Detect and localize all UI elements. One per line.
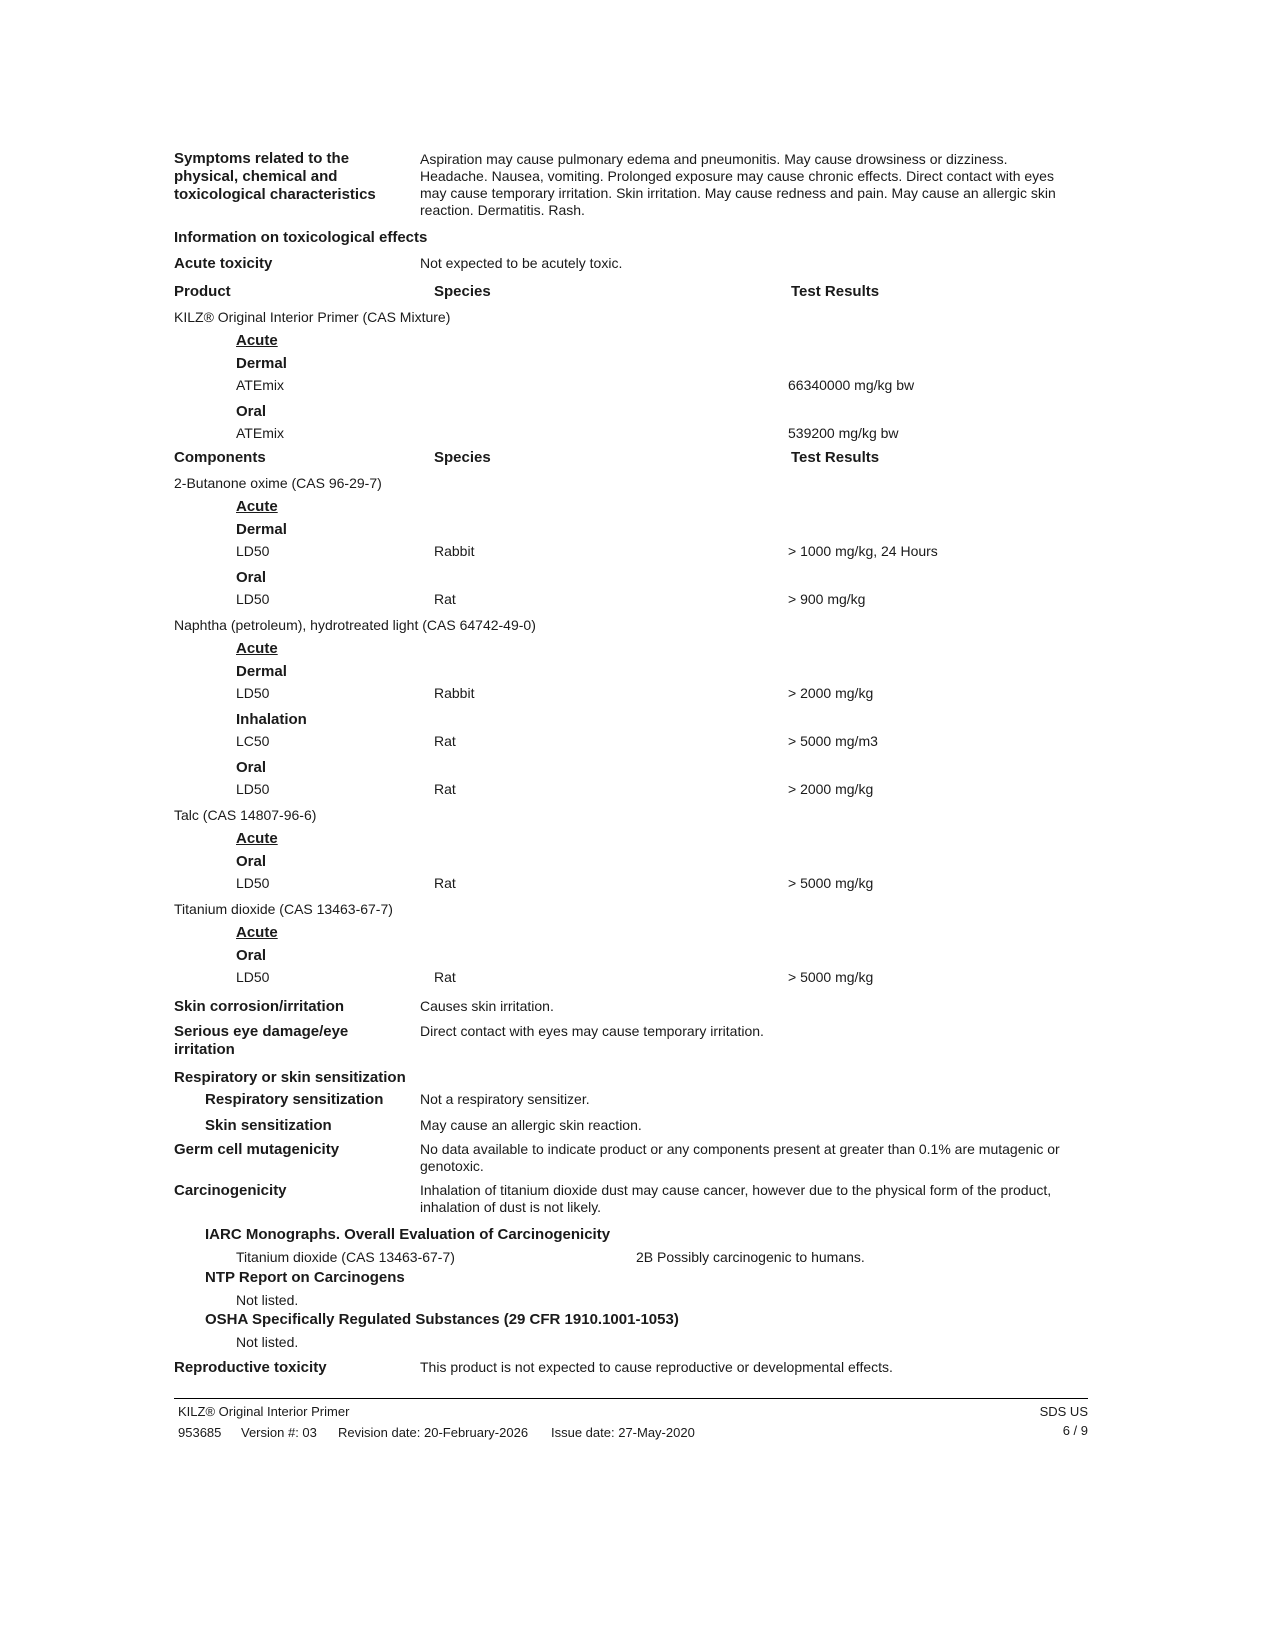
- butanone-oral-species: Rat: [434, 591, 456, 607]
- test-results-header: Test Results: [791, 283, 880, 300]
- symptoms-label: Symptoms related to the physical, chemical and toxicological characteristics: [174, 150, 376, 203]
- naphtha-oral-species: Rat: [434, 781, 456, 797]
- talc-oral-species: Rat: [434, 875, 456, 891]
- product-name: KILZ® Original Interior Primer (CAS Mixture): [174, 309, 451, 325]
- ntp-value: Not listed.: [236, 1292, 299, 1308]
- naphtha-inhalation-species: Rat: [434, 733, 456, 749]
- naphtha-dermal-result: > 2000 mg/kg: [788, 685, 874, 701]
- talc-name: Talc (CAS 14807-96-6): [174, 807, 317, 823]
- reproductive-text: This product is not expected to cause reproductive or developmental effects.: [420, 1359, 893, 1375]
- naphtha-inhalation-result: > 5000 mg/m3: [788, 733, 878, 749]
- respiratory-sensitization-text: Not a respiratory sensitizer.: [420, 1091, 590, 1107]
- carcinogenicity-label: Carcinogenicity: [174, 1182, 287, 1199]
- germ-cell-text: No data available to indicate product or any components present at greater than 0.1% are mutagenic or genotoxic.: [420, 1141, 1060, 1174]
- titanium-acute: Acute: [236, 924, 278, 941]
- product-oral-test: ATEmix: [236, 425, 284, 441]
- naphtha-inhalation: Inhalation: [236, 711, 307, 728]
- talc-oral-test: LD50: [236, 875, 270, 891]
- naphtha-oral-test: LD50: [236, 781, 270, 797]
- footer-page-number: 6 / 9: [1062, 1423, 1088, 1438]
- iarc-value: 2B Possibly carcinogenic to humans.: [636, 1249, 865, 1265]
- titanium-name: Titanium dioxide (CAS 13463-67-7): [174, 901, 393, 917]
- product-dermal-test: ATEmix: [236, 377, 284, 393]
- product-header: Product: [174, 283, 231, 300]
- naphtha-oral-result: > 2000 mg/kg: [788, 781, 874, 797]
- reproductive-label: Reproductive toxicity: [174, 1359, 327, 1376]
- naphtha-dermal: Dermal: [236, 663, 287, 680]
- components-species-header: Species: [434, 449, 491, 466]
- skin-sensitization-label: Skin sensitization: [205, 1117, 332, 1134]
- acute-toxicity-text: Not expected to be acutely toxic.: [420, 255, 623, 271]
- footer-product: KILZ® Original Interior Primer: [178, 1404, 350, 1419]
- titanium-oral: Oral: [236, 947, 267, 964]
- skin-sensitization-text: May cause an allergic skin reaction.: [420, 1117, 642, 1133]
- naphtha-oral: Oral: [236, 759, 267, 776]
- butanone-name: 2-Butanone oxime (CAS 96-29-7): [174, 475, 382, 491]
- osha-heading: OSHA Specifically Regulated Substances (29 CFR 1910.1001-1053): [205, 1311, 679, 1328]
- footer-issue: Issue date: 27-May-2020: [551, 1425, 695, 1440]
- iarc-heading: IARC Monographs. Overall Evaluation of Carcinogenicity: [205, 1226, 611, 1243]
- talc-acute: Acute: [236, 830, 278, 847]
- product-oral: Oral: [236, 403, 267, 420]
- footer-doc-type: SDS US: [1039, 1404, 1088, 1419]
- osha-value: Not listed.: [236, 1334, 299, 1350]
- titanium-oral-test: LD50: [236, 969, 270, 985]
- skin-corrosion-label: Skin corrosion/irritation: [174, 998, 345, 1015]
- product-acute: Acute: [236, 332, 278, 349]
- butanone-dermal: Dermal: [236, 521, 287, 538]
- product-dermal-result: 66340000 mg/kg bw: [788, 377, 915, 393]
- symptoms-text: Aspiration may cause pulmonary edema and pneumonitis. May cause drowsiness or dizziness. Headache. Nausea, vomiting. Prolonged exposure may cause chronic effects. Direct contact with eyes may cause temporary irritation. Skin irritation. May cause redness and pain. May cause an allergic skin reaction. Dermatitis. Rash.: [420, 151, 1056, 218]
- product-dermal: Dermal: [236, 355, 287, 372]
- components-test-results-header: Test Results: [791, 449, 880, 466]
- info-heading: Information on toxicological effects: [174, 229, 428, 246]
- eye-damage-text: Direct contact with eyes may cause temporary irritation.: [420, 1023, 764, 1039]
- butanone-dermal-test: LD50: [236, 543, 270, 559]
- acute-toxicity-label: Acute toxicity: [174, 255, 273, 272]
- naphtha-inhalation-test: LC50: [236, 733, 270, 749]
- titanium-oral-result: > 5000 mg/kg: [788, 969, 874, 985]
- talc-oral: Oral: [236, 853, 267, 870]
- iarc-substance: Titanium dioxide (CAS 13463-67-7): [236, 1249, 455, 1265]
- naphtha-acute: Acute: [236, 640, 278, 657]
- skin-corrosion-text: Causes skin irritation.: [420, 998, 554, 1014]
- footer-divider: [174, 1398, 1088, 1399]
- butanone-oral-result: > 900 mg/kg: [788, 591, 866, 607]
- naphtha-dermal-test: LD50: [236, 685, 270, 701]
- carcinogenicity-text: Inhalation of titanium dioxide dust may cause cancer, however due to the physical form of the product, inhalation of dust is not likely.: [420, 1182, 1052, 1215]
- butanone-oral: Oral: [236, 569, 267, 586]
- titanium-oral-species: Rat: [434, 969, 456, 985]
- components-header: Components: [174, 449, 266, 466]
- respiratory-sensitization-label: Respiratory sensitization: [205, 1091, 384, 1108]
- naphtha-name: Naphtha (petroleum), hydrotreated light (CAS 64742-49-0): [174, 617, 536, 633]
- footer-revision: Revision date: 20-February-2026: [338, 1425, 529, 1440]
- butanone-oral-test: LD50: [236, 591, 270, 607]
- sensitization-heading: Respiratory or skin sensitization: [174, 1069, 406, 1086]
- talc-oral-result: > 5000 mg/kg: [788, 875, 874, 891]
- eye-damage-label: Serious eye damage/eye irritation: [174, 1023, 349, 1058]
- ntp-heading: NTP Report on Carcinogens: [205, 1269, 405, 1286]
- germ-cell-label: Germ cell mutagenicity: [174, 1141, 340, 1158]
- footer-id: 953685: [178, 1425, 222, 1440]
- species-header: Species: [434, 283, 491, 300]
- naphtha-dermal-species: Rabbit: [434, 685, 475, 701]
- butanone-acute: Acute: [236, 498, 278, 515]
- butanone-dermal-species: Rabbit: [434, 543, 475, 559]
- product-oral-result: 539200 mg/kg bw: [788, 425, 899, 441]
- footer-version: Version #: 03: [241, 1425, 317, 1440]
- butanone-dermal-result: > 1000 mg/kg, 24 Hours: [788, 543, 938, 559]
